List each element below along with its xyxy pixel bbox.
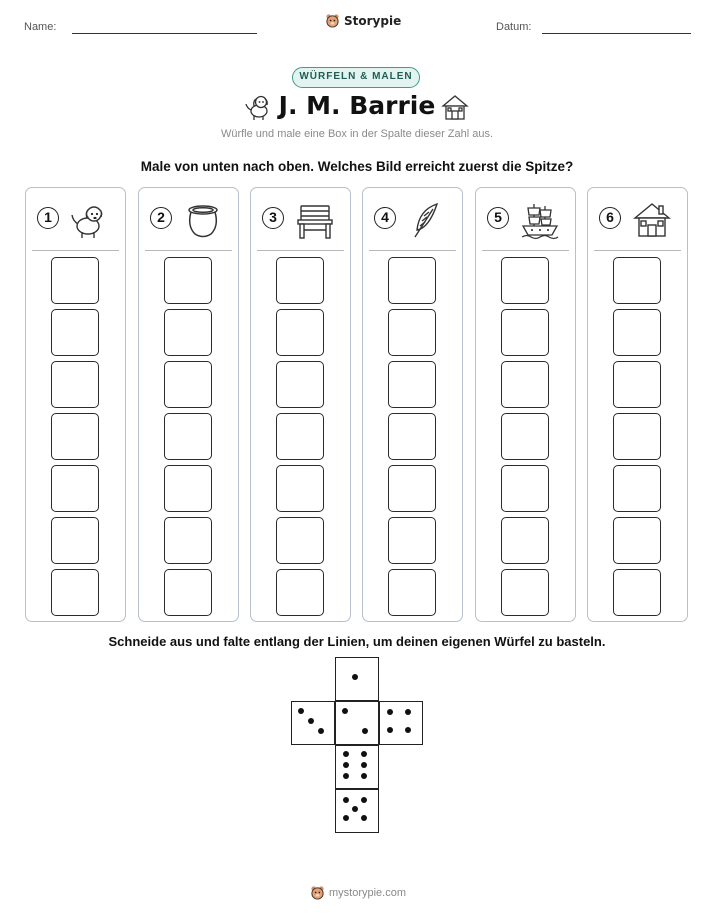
paint-box-3-2[interactable] — [276, 517, 324, 564]
paint-box-2-3[interactable] — [164, 465, 212, 512]
pip — [343, 762, 349, 768]
paint-box-5-6[interactable] — [501, 309, 549, 356]
footer — [310, 885, 406, 900]
pip — [405, 709, 411, 715]
paint-box-1-4[interactable] — [51, 413, 99, 460]
storypie-mascot-icon — [325, 13, 340, 28]
date-label: Datum: — [496, 21, 532, 33]
pip — [343, 797, 349, 803]
column-header — [26, 188, 125, 250]
die-face-6 — [335, 745, 379, 789]
paint-box-4-6[interactable] — [388, 309, 436, 356]
column-divider — [145, 250, 232, 251]
pip — [387, 709, 393, 715]
pip — [361, 751, 367, 757]
column-5 — [475, 187, 576, 622]
paint-box-4-5[interactable] — [388, 361, 436, 408]
column-number: 3 — [262, 207, 284, 229]
paint-box-6-1[interactable] — [613, 569, 661, 616]
paint-box-6-5[interactable] — [613, 361, 661, 408]
pip — [387, 727, 393, 733]
house-icon — [440, 93, 470, 121]
column-number: 4 — [374, 207, 396, 229]
paint-box-5-1[interactable] — [501, 569, 549, 616]
die-face-2 — [335, 701, 379, 745]
paint-box-4-7[interactable] — [388, 257, 436, 304]
paint-box-3-1[interactable] — [276, 569, 324, 616]
pip — [308, 718, 314, 724]
pip — [361, 773, 367, 779]
pip — [318, 728, 324, 734]
footer-url[interactable]: mystorypie.com — [329, 886, 407, 899]
brand-logo — [325, 13, 401, 28]
ship-icon — [520, 200, 560, 240]
page-title: J. M. Barrie — [278, 91, 436, 120]
paint-box-5-5[interactable] — [501, 361, 549, 408]
date-line — [542, 33, 691, 34]
activity-badge: WÜRFELN & MALEN — [292, 67, 420, 88]
pip — [361, 815, 367, 821]
paint-box-4-2[interactable] — [388, 517, 436, 564]
dog-icon — [70, 200, 110, 240]
pip — [343, 751, 349, 757]
pip — [352, 806, 358, 812]
paint-box-6-3[interactable] — [613, 465, 661, 512]
paint-box-1-3[interactable] — [51, 465, 99, 512]
brand-name: Storypie — [344, 13, 402, 28]
column-number: 2 — [150, 207, 172, 229]
column-header — [139, 188, 238, 250]
paint-box-1-5[interactable] — [51, 361, 99, 408]
paint-box-2-4[interactable] — [164, 413, 212, 460]
paint-box-2-6[interactable] — [164, 309, 212, 356]
paint-box-5-2[interactable] — [501, 517, 549, 564]
paint-box-5-3[interactable] — [501, 465, 549, 512]
column-divider — [594, 250, 681, 251]
name-line — [72, 33, 257, 34]
paint-box-6-7[interactable] — [613, 257, 661, 304]
page-subtitle: Würfle und male eine Box in der Spalte dieser Zahl aus. — [220, 128, 494, 140]
paint-box-4-3[interactable] — [388, 465, 436, 512]
storypie-mascot-icon — [310, 885, 325, 900]
paint-box-1-6[interactable] — [51, 309, 99, 356]
column-2 — [138, 187, 239, 622]
column-header — [588, 188, 687, 250]
paint-box-3-5[interactable] — [276, 361, 324, 408]
bench-icon — [295, 200, 335, 240]
column-header — [251, 188, 350, 250]
column-divider — [482, 250, 569, 251]
house-icon — [632, 200, 672, 240]
paint-box-3-4[interactable] — [276, 413, 324, 460]
paint-box-4-1[interactable] — [388, 569, 436, 616]
column-number: 5 — [487, 207, 509, 229]
column-divider — [369, 250, 456, 251]
paint-box-2-1[interactable] — [164, 569, 212, 616]
paint-box-5-7[interactable] — [501, 257, 549, 304]
paint-box-5-4[interactable] — [501, 413, 549, 460]
paint-box-3-7[interactable] — [276, 257, 324, 304]
column-6 — [587, 187, 688, 622]
column-3 — [250, 187, 351, 622]
die-face-1 — [335, 657, 379, 701]
pip — [342, 708, 348, 714]
die-face-5 — [335, 789, 379, 833]
pip — [361, 797, 367, 803]
pip — [361, 762, 367, 768]
paint-box-1-1[interactable] — [51, 569, 99, 616]
pip — [405, 727, 411, 733]
pip — [298, 708, 304, 714]
column-divider — [257, 250, 344, 251]
die-face-4 — [379, 701, 423, 745]
paint-box-4-4[interactable] — [388, 413, 436, 460]
column-header — [476, 188, 575, 250]
paint-box-1-7[interactable] — [51, 257, 99, 304]
paint-box-3-6[interactable] — [276, 309, 324, 356]
name-label: Name: — [24, 21, 57, 33]
cut-instruction: Schneide aus und falte entlang der Linien, um deinen eigenen Würfel zu basteln. — [108, 634, 606, 649]
paint-box-2-7[interactable] — [164, 257, 212, 304]
paint-box-6-6[interactable] — [613, 309, 661, 356]
feather-icon — [407, 200, 447, 240]
paint-box-3-3[interactable] — [276, 465, 324, 512]
column-1 — [25, 187, 126, 622]
paint-box-6-4[interactable] — [613, 413, 661, 460]
column-header — [363, 188, 462, 250]
pip — [343, 815, 349, 821]
pip — [362, 728, 368, 734]
die-face-3 — [291, 701, 335, 745]
pot-icon — [183, 200, 223, 240]
column-4 — [362, 187, 463, 622]
pip — [343, 773, 349, 779]
paint-box-2-2[interactable] — [164, 517, 212, 564]
column-number: 1 — [37, 207, 59, 229]
paint-box-1-2[interactable] — [51, 517, 99, 564]
column-divider — [32, 250, 119, 251]
instruction-text: Male von unten nach oben. Welches Bild erreicht zuerst die Spitze? — [140, 159, 574, 174]
paint-box-2-5[interactable] — [164, 361, 212, 408]
paint-box-6-2[interactable] — [613, 517, 661, 564]
column-number: 6 — [599, 207, 621, 229]
pip — [352, 674, 358, 680]
